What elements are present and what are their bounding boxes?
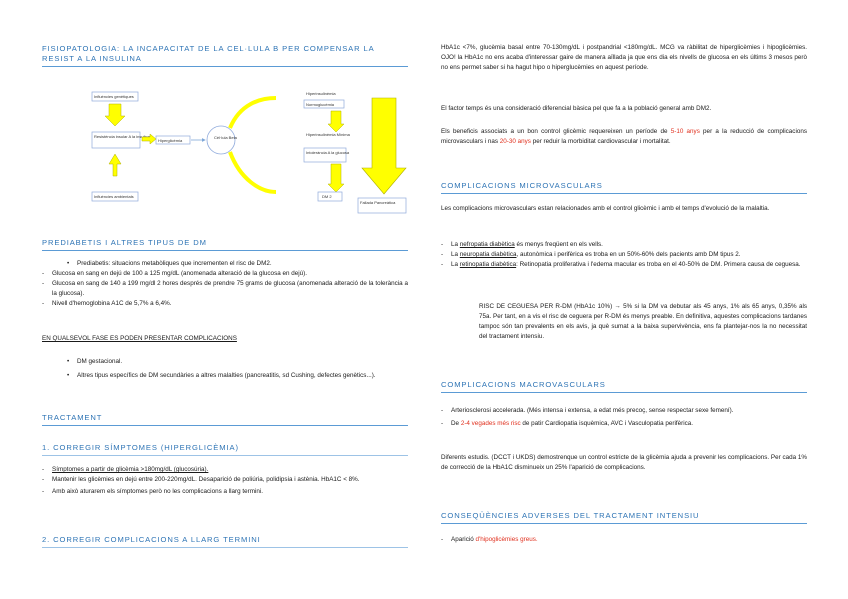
- macro-item-2: [441, 419, 807, 429]
- section-fisiopatologia-heading: FISIOPATOLOGIA: LA INCAPACITAT DE LA CEL·LULA B PER COMPENSAR LA RESIST A LA INSULINA: [42, 44, 408, 67]
- nefropatia-text: és menys freqüent en els vells.: [514, 241, 603, 248]
- label-factors-ambientals: Influències ambientals: [94, 194, 134, 199]
- prediabetis-item-2: - Glucosa en sang de 140 a 199 mg/dl 2 hores després de prendre 75 grams de glucosa (anomenada alteració de la tolerància a la glucosa).: [42, 279, 408, 299]
- label-hiperinsulinemia: Hiperinsulinèmia: [306, 91, 336, 96]
- prediabetis-item-1: - Glucosa en sang en dejú de 100 a 125 mg/dL (anomenada alteració de la glucosa en dejú).: [42, 269, 408, 279]
- retinopatia-text: : Retinopatia proliferativa i l'edema macular es troba en el 40-50% de DM. Primera causa de ceguesa.: [516, 261, 801, 268]
- label-cel-lula: Cèl·lula Beta: [214, 135, 237, 140]
- neuropatia-text: , autonòmica i perifèrica es troba en un 50%-60% dels pacients amb DM tipus 2.: [516, 251, 741, 258]
- beneficis-paragraph: [441, 127, 807, 147]
- factor-temps-paragraph: El factor temps és una consideració diferencial bàsica pel que fa a la població general amb DM2.: [441, 105, 712, 112]
- nefropatia-item: [441, 240, 807, 250]
- qualsevol-fase-heading: EN QUALSEVOL FASE ES PODEN PRESENTAR COMPLICACIONS: [42, 335, 237, 342]
- hipoglicemies-item: [441, 535, 807, 545]
- neuropatia-term: neuropatia diabètica: [459, 251, 517, 258]
- la-3: La: [451, 261, 460, 268]
- altres-item-1: • DM gestacional.: [42, 357, 408, 367]
- altres-tipus-list: [42, 357, 408, 381]
- big-arrow-down: [362, 98, 406, 194]
- beneficis-red-2: 20-30 anys: [499, 138, 531, 145]
- cel-lula-beta-circle: [207, 126, 235, 154]
- adv-red: d'hipoglicèmies greus.: [475, 536, 538, 543]
- adv-text: Aparició: [451, 536, 476, 543]
- beneficis-text-3: per reduir la morbiditat cardiovascular i mortalitat.: [530, 138, 671, 145]
- hba1c-paragraph: HbA1c <7%, glucèmia basal entre 70-130mg/dL i postpandrial <180mg/dL. MCG va ràbilitat de hiperglicèmies i hipoglicèmies. OJO! la HbA1c no ens acaba d'interessar gaire de manera aïllada ja que ens dia els nivells de glucosa en els últims 3 mesos però no ens permet saber si ha hagut hipo o hiperglucèmies en aquest període.: [441, 44, 807, 71]
- beneficis-red-1: 5-10 anys: [670, 128, 700, 135]
- retinopatia-term: retinopatia diabètica: [459, 261, 517, 268]
- nefropatia-term: nefropatia diabètica: [459, 241, 515, 248]
- section-tractament-heading: TRACTAMENT: [42, 413, 408, 426]
- section-prediabetis-heading: PREDIABETIS I ALTRES TIPUS DE DM: [42, 238, 408, 251]
- macro-2-red: 2-4 vegades més risc: [460, 420, 521, 427]
- arrow-curve-up: [230, 98, 276, 128]
- microvasculars-intro: Les complicacions microvasculars estan relacionades amb el control glicèmic i amb el temps d'evolució de la malaltia.: [441, 205, 770, 212]
- label-hiperglucemia: Hiperglicèmia: [158, 138, 183, 143]
- la-2: La: [451, 251, 460, 258]
- label-intolerancia: Intolerància A la glucosa: [306, 150, 350, 155]
- arrow-curve-down: [230, 152, 276, 192]
- arrow-down-2: [328, 111, 344, 132]
- microvasculars-list: [441, 240, 807, 270]
- retinopatia-item: [441, 260, 807, 270]
- pathophysiology-diagram: [90, 84, 410, 216]
- section-conseqencies-heading: CONSEQÜÈNCIES ADVERSES DEL TRACTAMENT INTENSIU: [441, 511, 807, 524]
- prediabetis-item-3: - Nivell d'hemoglobina A1C de 5,7% a 6,4%.: [42, 299, 408, 309]
- la-1: La: [451, 241, 460, 248]
- arrow-down-3: [328, 164, 344, 192]
- simptomes-item-2: - Mantenir les glicèmies en dejú entre 200-220mg/dL. Desaparició de poliúria, polidipsia i astènia. HbA1C < 8%.: [42, 475, 408, 485]
- label-fallada: Fallada Pancreàtica: [360, 200, 396, 205]
- macro-2-text-1: De: [451, 420, 461, 427]
- label-normoglucemia: Normoglucèmia: [306, 102, 335, 107]
- macro-item-1: - Arteriosclerosi accelerada. (Més intensa i extensa, a edat més precoç, sense respectar sexe femení).: [441, 406, 807, 416]
- section-macrovasculars-heading: COMPLICACIONS MACROVASCULARS: [441, 380, 807, 393]
- estudis-paragraph: Diferents estudis. (DCCT i UKDS) demostrenque un control estricte de la glicèmia ajuda a prevenir les complicacions. Per cada 1% de correcció de la HbA1C disminueix un 25% l'aparició de complicacions.: [441, 454, 807, 471]
- label-dm2: DM 2: [322, 194, 332, 199]
- altres-item-2: • Altres tipus específics de DM secundàries a altres malalties (pancreatitis, sd Cushing, defectes genètics...).: [42, 371, 408, 381]
- label-resistencia: Resistència insular A la insulina: [94, 134, 150, 139]
- beneficis-text-1: Els beneficis associats a un bon control glicèmic requereixen un període de: [441, 128, 671, 135]
- risc-ceguesa-paragraph: RISC DE CEGUESA PER R-DM (HbA1c 10%) → 5% si la DM va debutar als 45 anys, 1% als 65 anys, 0,35% als 75a. Per tant, en a vis el risc de ceguera per R-DM és menys preable. En definitiva, aquestes complicacions tardanes tampoc són tan prevalents en els avis, ja què sumat a la baixa supervivència, ens fa plantejar-nos la no necessitat del tractament intensiu.: [479, 303, 807, 340]
- label-hipoinsulinemia: Hiperinsulinèmia Mínima: [306, 132, 350, 137]
- neuropatia-item: [441, 250, 807, 260]
- simptomes-item-3: - Amb això aturarem els símptomes però no les complicacions a llarg termini.: [42, 487, 408, 497]
- section-microvasculars-heading: COMPLICACIONS MICROVASCULARS: [441, 181, 807, 194]
- prediabetis-definition: • Prediabetis: situacions metabòliques que incrementen el risc de DM2.: [42, 259, 408, 269]
- macro-2-text-2: de patir Cardiopatia isquèmica, AVC i Vasculopatia perifèrica.: [520, 420, 693, 427]
- arrow-up-1: [109, 154, 121, 176]
- label-factors-genetics: Influències genètiques: [94, 94, 134, 99]
- arrow-down-1: [105, 104, 125, 126]
- macrovasculars-list: [441, 406, 807, 429]
- prediabetis-list: [42, 259, 408, 309]
- beneficis-text-2: per a la reducció de complicacions microvasculars i nas: [441, 128, 807, 145]
- section-complicacions-llarg-heading: 2. CORREGIR COMPLICACIONS A LLARG TERMINI: [42, 535, 408, 548]
- conseqencies-list: [441, 535, 807, 545]
- simptomes-item-1: - Símptomes a partir de glicèmia >180mg/dL (glucosúria).: [42, 465, 408, 475]
- section-corregir-simptomes-heading: 1. CORREGIR SÍMPTOMES (HIPERGLICÈMIA): [42, 443, 408, 456]
- simptomes-list: [42, 465, 408, 497]
